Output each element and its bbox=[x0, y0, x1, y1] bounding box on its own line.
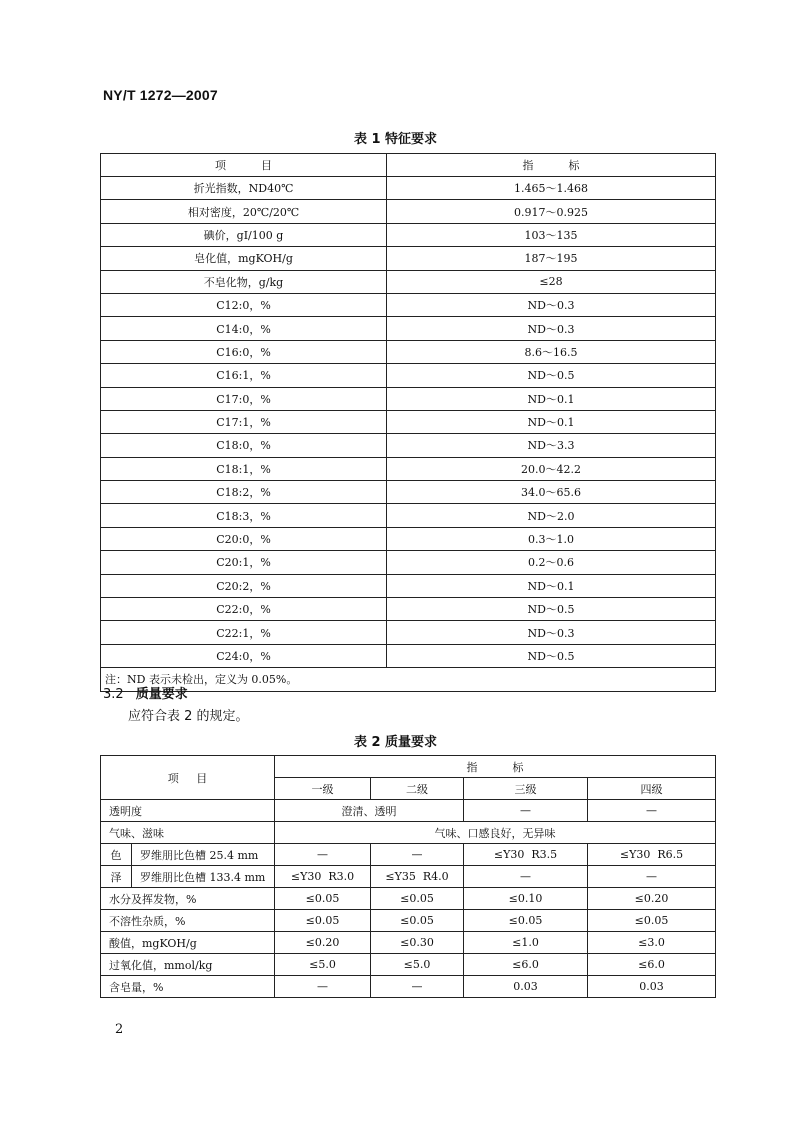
row-label: 不溶性杂质，% bbox=[101, 910, 275, 932]
grade-value-g3: ≤1.0 bbox=[464, 932, 588, 954]
item-cell: 折光指数，ND40℃ bbox=[101, 177, 387, 200]
item-cell: C18:2，% bbox=[101, 481, 387, 504]
value-cell: 0.3～1.0 bbox=[387, 527, 716, 550]
value-cell: 0.917～0.925 bbox=[387, 200, 716, 223]
value-cell: ND～2.0 bbox=[387, 504, 716, 527]
item-cell: C20:1，% bbox=[101, 551, 387, 574]
color-label-1: 色 bbox=[101, 844, 132, 866]
table-row bbox=[101, 340, 716, 363]
table-row bbox=[101, 317, 716, 340]
item-cell: C17:0，% bbox=[101, 387, 387, 410]
grade-value-g3: ≤0.10 bbox=[464, 888, 588, 910]
row-label: 含皂量，% bbox=[101, 976, 275, 998]
section-heading bbox=[103, 683, 188, 702]
grade-1-header: 一级 bbox=[275, 778, 371, 800]
table1-header-row bbox=[101, 154, 716, 177]
grade-value-g1: ≤0.05 bbox=[275, 910, 371, 932]
table-row bbox=[101, 910, 716, 932]
item-cell: 不皂化物，g/kg bbox=[101, 270, 387, 293]
lovibond-25-g4: ≤Y30 R6.5 bbox=[588, 844, 716, 866]
lovibond-25-g3: ≤Y30 R3.5 bbox=[464, 844, 588, 866]
table1-col-item: 项 目 bbox=[101, 154, 387, 177]
value-cell: ND～0.1 bbox=[387, 410, 716, 433]
grade-value-g2: ≤0.05 bbox=[371, 888, 464, 910]
value-cell: 20.0～42.2 bbox=[387, 457, 716, 480]
lovibond-25-g1: — bbox=[275, 844, 371, 866]
value-cell: ND～0.3 bbox=[387, 621, 716, 644]
item-cell: 皂化值，mgKOH/g bbox=[101, 247, 387, 270]
value-cell: 1.465～1.468 bbox=[387, 177, 716, 200]
color-label-2: 泽 bbox=[101, 866, 132, 888]
table-row bbox=[101, 364, 716, 387]
table-row bbox=[101, 551, 716, 574]
lovibond-133-g2: ≤Y35 R4.0 bbox=[371, 866, 464, 888]
row-label: 酸值，mgKOH/g bbox=[101, 932, 275, 954]
section-body: 应符合表 2 的规定。 bbox=[128, 709, 249, 724]
table-row bbox=[101, 223, 716, 246]
grade-value-g1: ≤5.0 bbox=[275, 954, 371, 976]
table-row bbox=[101, 888, 716, 910]
odor-value: 气味、口感良好，无异味 bbox=[275, 822, 716, 844]
section-number: 3.2 bbox=[103, 687, 124, 702]
table2-col-item: 项 目 bbox=[101, 756, 275, 800]
grade-2-header: 二级 bbox=[371, 778, 464, 800]
lovibond-133-g4: — bbox=[588, 866, 716, 888]
item-cell: C22:0，% bbox=[101, 598, 387, 621]
characteristics-table bbox=[100, 153, 716, 692]
table2-col-index: 指 标 bbox=[275, 756, 716, 778]
table-row bbox=[101, 527, 716, 550]
item-cell: C22:1，% bbox=[101, 621, 387, 644]
value-cell: 103～135 bbox=[387, 223, 716, 246]
table-row bbox=[101, 954, 716, 976]
table1-note: 注：ND 表示未检出，定义为 0.05%。 bbox=[101, 668, 716, 691]
item-cell: 碘价，gI/100 g bbox=[101, 223, 387, 246]
odor-label: 气味、滋味 bbox=[101, 822, 275, 844]
grade-value-g4: ≤3.0 bbox=[588, 932, 716, 954]
item-cell: C20:2，% bbox=[101, 574, 387, 597]
table-row bbox=[101, 598, 716, 621]
grade-value-g3: ≤6.0 bbox=[464, 954, 588, 976]
item-cell: C18:3，% bbox=[101, 504, 387, 527]
item-cell: C16:1，% bbox=[101, 364, 387, 387]
clarity-grade3: — bbox=[464, 800, 588, 822]
row-label: 过氧化值，mmol/kg bbox=[101, 954, 275, 976]
item-cell: C24:0，% bbox=[101, 644, 387, 667]
value-cell: ND～0.5 bbox=[387, 364, 716, 387]
lovibond-133-g1: ≤Y30 R3.0 bbox=[275, 866, 371, 888]
grade-value-g2: ≤0.30 bbox=[371, 932, 464, 954]
grade-value-g4: 0.03 bbox=[588, 976, 716, 998]
clarity-row bbox=[101, 800, 716, 822]
value-cell: ND～0.1 bbox=[387, 574, 716, 597]
page-number: 2 bbox=[115, 1022, 124, 1037]
value-cell: ND～3.3 bbox=[387, 434, 716, 457]
grade-value-g4: ≤0.20 bbox=[588, 888, 716, 910]
table-row bbox=[101, 457, 716, 480]
table-row bbox=[101, 293, 716, 316]
table1-col-index: 指 标 bbox=[387, 154, 716, 177]
value-cell: 187～195 bbox=[387, 247, 716, 270]
table2-header-row-1 bbox=[101, 756, 716, 778]
item-cell: 相对密度，20℃/20℃ bbox=[101, 200, 387, 223]
table-row bbox=[101, 270, 716, 293]
item-cell: C20:0，% bbox=[101, 527, 387, 550]
grade-value-g3: ≤0.05 bbox=[464, 910, 588, 932]
grade-value-g2: ≤5.0 bbox=[371, 954, 464, 976]
clarity-label: 透明度 bbox=[101, 800, 275, 822]
table1-note-row bbox=[101, 668, 716, 691]
table-row bbox=[101, 504, 716, 527]
value-cell: ND～0.3 bbox=[387, 317, 716, 340]
value-cell: 0.2～0.6 bbox=[387, 551, 716, 574]
item-cell: C16:0，% bbox=[101, 340, 387, 363]
table-row bbox=[101, 976, 716, 998]
lovibond-25-label: 罗维朋比色槽 25.4 mm bbox=[132, 844, 275, 866]
standard-code: NY/T 1272—2007 bbox=[103, 87, 218, 103]
table-row bbox=[101, 247, 716, 270]
grade-value-g2: ≤0.05 bbox=[371, 910, 464, 932]
grade-value-g4: ≤6.0 bbox=[588, 954, 716, 976]
clarity-grade12: 澄清、透明 bbox=[275, 800, 464, 822]
grade-value-g2: — bbox=[371, 976, 464, 998]
row-label: 水分及挥发物，% bbox=[101, 888, 275, 910]
grade-value-g1: ≤0.20 bbox=[275, 932, 371, 954]
value-cell: ND～0.5 bbox=[387, 644, 716, 667]
table-row bbox=[101, 434, 716, 457]
value-cell: ND～0.1 bbox=[387, 387, 716, 410]
lovibond-133-g3: — bbox=[464, 866, 588, 888]
grade-3-header: 三级 bbox=[464, 778, 588, 800]
value-cell: 8.6～16.5 bbox=[387, 340, 716, 363]
color-row-1 bbox=[101, 844, 716, 866]
item-cell: C18:0，% bbox=[101, 434, 387, 457]
table1-caption: 表 1 特征要求 bbox=[353, 132, 438, 147]
table-row bbox=[101, 644, 716, 667]
value-cell: ≤28 bbox=[387, 270, 716, 293]
section-title: 质量要求 bbox=[135, 687, 188, 702]
lovibond-25-g2: — bbox=[371, 844, 464, 866]
odor-row bbox=[101, 822, 716, 844]
item-cell: C12:0，% bbox=[101, 293, 387, 316]
grade-value-g1: ≤0.05 bbox=[275, 888, 371, 910]
quality-table bbox=[100, 755, 716, 998]
table-row bbox=[101, 200, 716, 223]
table-row bbox=[101, 574, 716, 597]
value-cell: 34.0～65.6 bbox=[387, 481, 716, 504]
table-row bbox=[101, 481, 716, 504]
color-row-2 bbox=[101, 866, 716, 888]
table-row bbox=[101, 177, 716, 200]
lovibond-133-label: 罗维朋比色槽 133.4 mm bbox=[132, 866, 275, 888]
table-row bbox=[101, 621, 716, 644]
grade-4-header: 四级 bbox=[588, 778, 716, 800]
grade-value-g1: — bbox=[275, 976, 371, 998]
grade-value-g3: 0.03 bbox=[464, 976, 588, 998]
grade-value-g4: ≤0.05 bbox=[588, 910, 716, 932]
table-row bbox=[101, 387, 716, 410]
clarity-grade4: — bbox=[588, 800, 716, 822]
item-cell: C18:1，% bbox=[101, 457, 387, 480]
table-row bbox=[101, 410, 716, 433]
value-cell: ND～0.5 bbox=[387, 598, 716, 621]
table2-caption: 表 2 质量要求 bbox=[353, 735, 438, 750]
value-cell: ND～0.3 bbox=[387, 293, 716, 316]
item-cell: C14:0，% bbox=[101, 317, 387, 340]
item-cell: C17:1，% bbox=[101, 410, 387, 433]
table-row bbox=[101, 932, 716, 954]
